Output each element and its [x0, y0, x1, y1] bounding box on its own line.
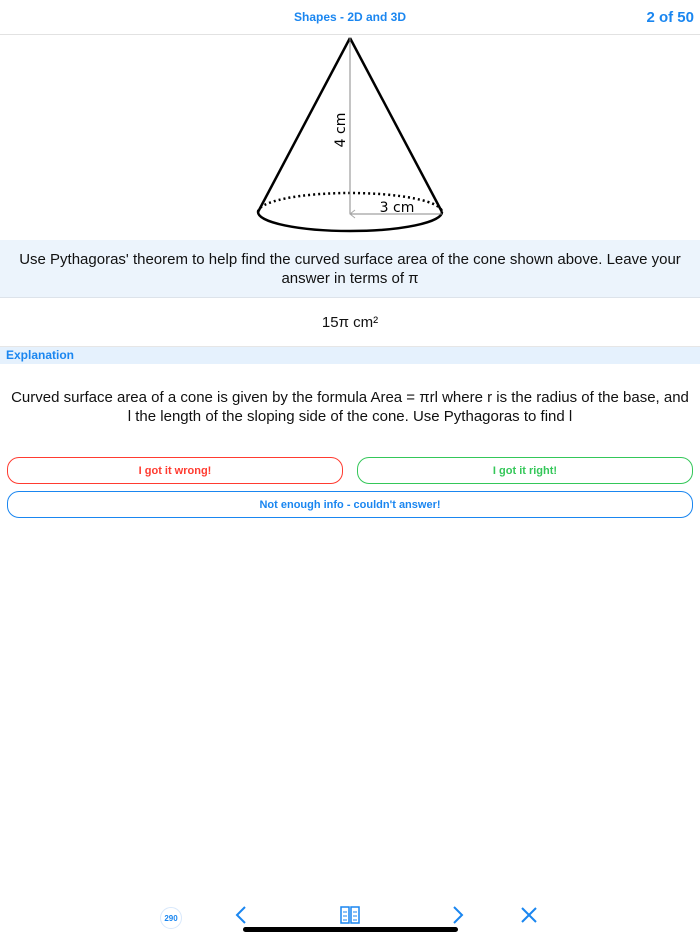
- question-panel: [0, 240, 700, 298]
- question-text: Use Pythagoras' theorem to help find the curved surface area of the cone shown above. Leave your answer in terms of π: [19, 250, 681, 287]
- cone-figure: [0, 35, 700, 239]
- answer-panel: [0, 299, 700, 347]
- question-counter: 2 of 50: [646, 9, 694, 26]
- radius-label: 3 cm: [379, 200, 415, 216]
- got-it-right-button[interactable]: I got it right!: [357, 457, 693, 484]
- height-label: 4 cm: [333, 112, 349, 148]
- close-icon[interactable]: [520, 906, 538, 929]
- page-title: Shapes - 2D and 3D: [293, 10, 407, 24]
- explanation-header: Explanation: [0, 347, 700, 364]
- score-badge[interactable]: 290: [160, 907, 182, 929]
- answer-text: 15π cm²: [321, 314, 379, 331]
- home-indicator: [243, 927, 458, 932]
- not-enough-info-button[interactable]: Not enough info - couldn't answer!: [7, 491, 693, 518]
- got-it-wrong-button[interactable]: I got it wrong!: [7, 457, 343, 484]
- explanation-text: Curved surface area of a cone is given by the formula Area = πrl where r is the radius of the base, and l the length of the sloping side of the cone. Use Pythagoras to find l: [11, 389, 689, 425]
- cone-diagram: [245, 35, 455, 239]
- header-bar: [0, 0, 700, 35]
- bottom-toolbar: [0, 894, 700, 934]
- book-icon[interactable]: [340, 906, 360, 929]
